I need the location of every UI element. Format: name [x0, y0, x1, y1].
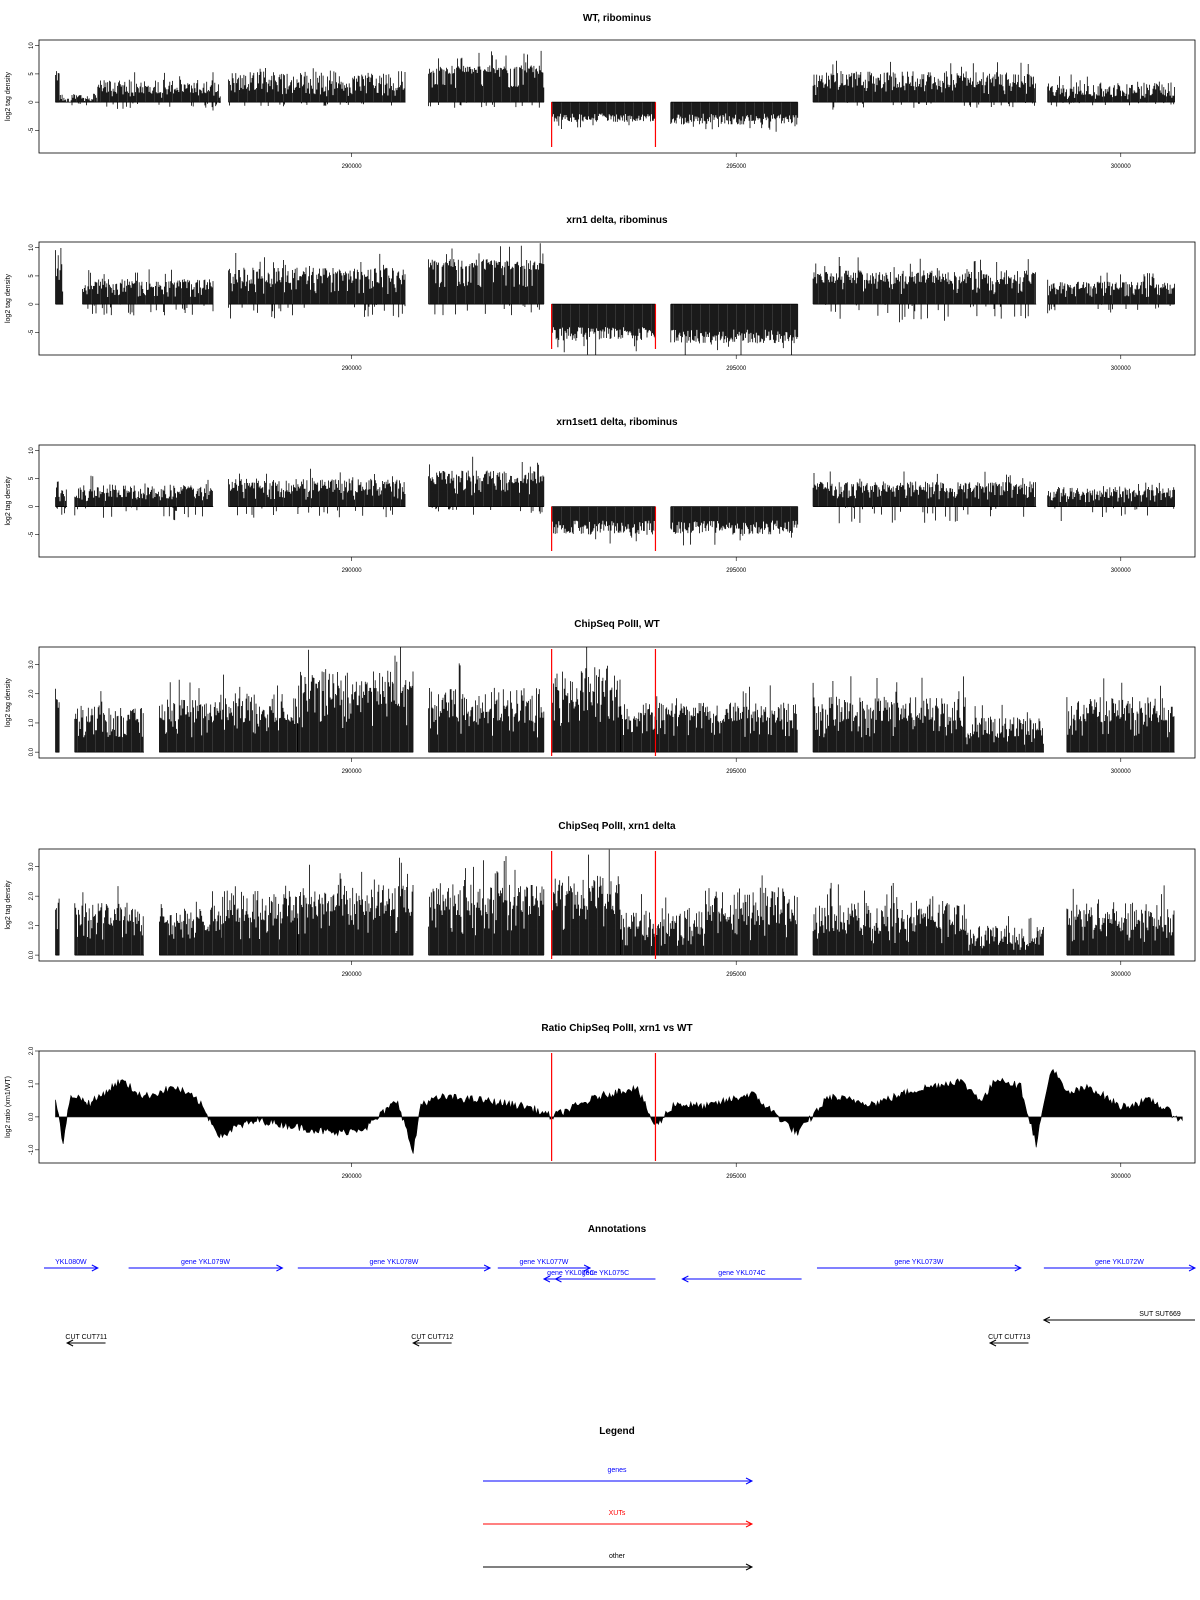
- y-tick-label: 1.0: [29, 718, 35, 728]
- y-tick-label: 0.0: [29, 747, 35, 757]
- x-tick-label: 290000: [341, 1174, 362, 1180]
- signal-bars: [56, 51, 1175, 132]
- panel-2: [5, 215, 1195, 372]
- panel-4: [5, 619, 1195, 775]
- annotations-panel: [44, 1224, 1195, 1346]
- x-tick-label: 300000: [1110, 568, 1131, 574]
- x-tick-label: 300000: [1110, 769, 1131, 775]
- y-tick-label: 2.0: [29, 891, 35, 901]
- x-tick-label: 290000: [341, 164, 362, 170]
- gene-label: YKL080W: [55, 1259, 87, 1266]
- x-tick-label: 295000: [726, 366, 747, 372]
- x-tick-label: 290000: [341, 366, 362, 372]
- y-tick-label: 5: [29, 274, 35, 278]
- x-tick-label: 300000: [1110, 366, 1131, 372]
- feature-label: CUT CUT711: [65, 1334, 108, 1341]
- feature-label: CUT CUT712: [411, 1334, 454, 1341]
- signal-bars: [56, 457, 1175, 546]
- y-tick-label: -5: [29, 531, 35, 538]
- y-axis-label: log2 ratio (xrn1/WT): [5, 1076, 12, 1138]
- y-tick-label: 0.0: [29, 1112, 35, 1122]
- y-tick-label: 0: [29, 100, 35, 104]
- x-tick-label: 295000: [726, 1174, 747, 1180]
- x-tick-label: 295000: [726, 164, 747, 170]
- legend-label: other: [609, 1553, 625, 1560]
- x-tick-label: 295000: [726, 769, 747, 775]
- feature-label: CUT CUT713: [988, 1334, 1031, 1341]
- y-axis-label: log2 tag density: [5, 273, 12, 324]
- gene-label: gene YKL078W: [369, 1259, 419, 1266]
- y-tick-label: 1.0: [29, 921, 35, 930]
- y-tick-label: -1.0: [29, 1144, 35, 1155]
- y-axis-label: log2 tag density: [5, 476, 12, 526]
- x-tick-label: 295000: [726, 972, 747, 978]
- signal-bars: [56, 243, 1175, 355]
- y-tick-label: 3.0: [29, 660, 35, 669]
- panel-title: xrn1 delta, ribominus: [566, 215, 668, 226]
- y-tick-label: 10: [29, 447, 35, 454]
- y-tick-label: -5: [29, 329, 35, 336]
- y-axis-label: log2 tag density: [5, 71, 12, 122]
- y-tick-label: 0: [29, 504, 35, 509]
- y-tick-label: 10: [29, 42, 35, 49]
- panel-3: [5, 417, 1195, 574]
- y-tick-label: 0.0: [29, 950, 35, 960]
- gene-label: gene YKL076C: [547, 1270, 595, 1277]
- panel-title: WT, ribominus: [582, 13, 652, 24]
- x-tick-label: 295000: [726, 568, 747, 574]
- gene-label: gene YKL079W: [181, 1259, 230, 1266]
- annotations-title: Annotations: [587, 1224, 647, 1235]
- panel-6: [5, 1023, 1195, 1180]
- legend-arrow: [483, 1478, 752, 1484]
- y-tick-label: 2.0: [29, 689, 35, 698]
- x-tick-label: 290000: [341, 568, 362, 574]
- legend-arrow: [483, 1521, 752, 1527]
- x-tick-label: 300000: [1110, 972, 1131, 978]
- panel-title: Ratio ChipSeq PolII, xrn1 vs WT: [541, 1023, 693, 1034]
- panel-5: [5, 821, 1195, 978]
- y-tick-label: -5: [29, 127, 35, 134]
- panel-title: xrn1set1 delta, ribominus: [556, 417, 678, 428]
- y-tick-label: 1.0: [29, 1079, 35, 1089]
- x-tick-label: 290000: [341, 769, 362, 775]
- legend: [483, 1426, 752, 1570]
- legend-label: genes: [607, 1467, 627, 1474]
- y-tick-label: 3.0: [29, 862, 35, 871]
- y-axis-label: log2 tag density: [5, 677, 12, 728]
- x-tick-label: 290000: [341, 972, 362, 978]
- gene-label: gene YKL072W: [1094, 1259, 1144, 1266]
- y-tick-label: 5: [29, 476, 35, 481]
- y-tick-label: 0: [29, 302, 35, 306]
- signal-bars: [56, 647, 1175, 752]
- x-tick-label: 300000: [1110, 1174, 1131, 1180]
- panel-1: [5, 13, 1195, 170]
- ratio-area: [56, 1070, 1183, 1154]
- legend-arrow: [483, 1564, 752, 1570]
- legend-label: XUTs: [608, 1510, 626, 1517]
- y-tick-label: 2.0: [29, 1046, 35, 1056]
- x-tick-label: 300000: [1110, 164, 1131, 170]
- signal-bars: [56, 850, 1175, 956]
- legend-title: Legend: [599, 1426, 635, 1437]
- gene-label: gene YKL074C: [718, 1270, 766, 1277]
- gene-label: gene YKL077W: [519, 1259, 569, 1266]
- feature-label: SUT SUT669: [1139, 1311, 1181, 1318]
- panel-title: ChipSeq PolII, xrn1 delta: [558, 821, 676, 832]
- gene-label: gene YKL075C: [581, 1270, 630, 1277]
- y-axis-label: log2 tag density: [5, 880, 12, 930]
- panel-title: ChipSeq PolII, WT: [574, 619, 660, 630]
- gene-label: gene YKL073W: [894, 1259, 944, 1266]
- y-tick-label: 10: [29, 244, 35, 251]
- y-tick-label: 5: [29, 72, 35, 76]
